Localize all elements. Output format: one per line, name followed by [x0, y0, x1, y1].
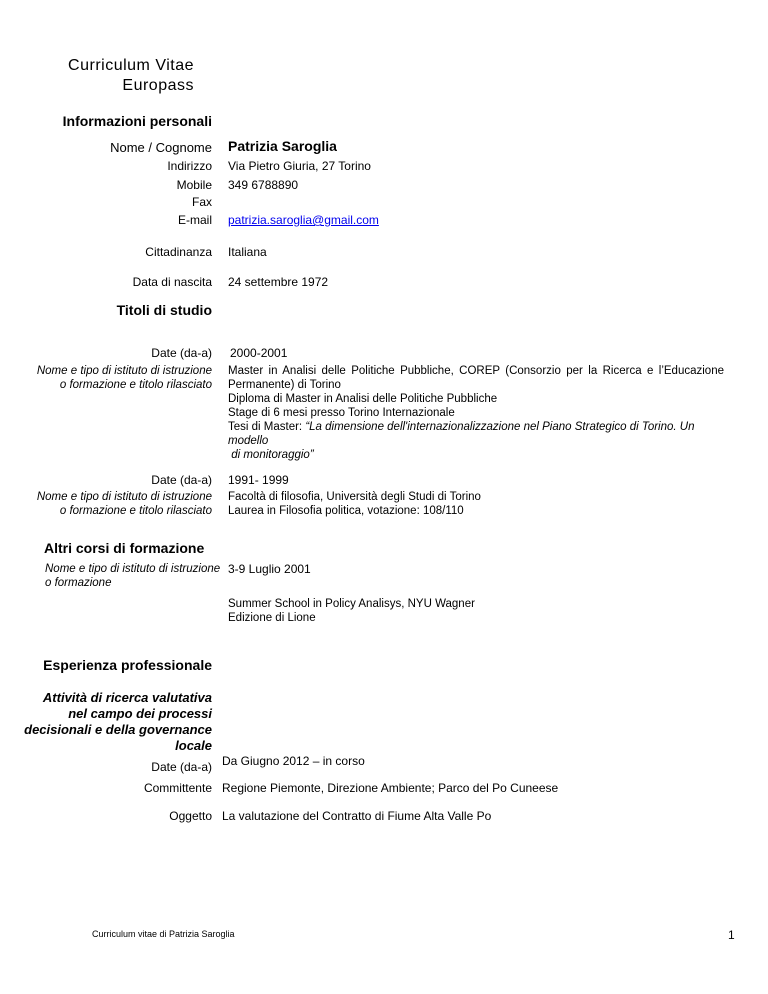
edu1-institution-label-line1: Nome e tipo di istituto di istruzione [36, 365, 212, 377]
cv-title [40, 56, 194, 96]
edu1-line3: Diploma di Master in Analisi delle Politiche Pubbliche [228, 393, 498, 405]
address-label: Indirizzo [167, 159, 212, 173]
experience-date: Da Giugno 2012 – in corso [222, 754, 365, 768]
edu1-thesis-prefix: Tesi di Master: [228, 421, 306, 433]
client-label: Committente [143, 781, 212, 795]
section-heading-courses: Altri corsi di formazione [44, 540, 205, 556]
edu1-line1: Master in Analisi delle Politiche Pubbliche, COREP (Consorzio per la Ricerca e l’Educazione [228, 365, 724, 377]
email-label: E-mail [177, 213, 212, 227]
object-value: La valutazione del Contratto di Fiume Alta Valle Po [222, 809, 492, 823]
cv-title-line2: Europass [122, 77, 194, 94]
address-value: Via Pietro Giuria, 27 Torino [228, 159, 371, 173]
edu2-line1: Facoltà di filosofia, Università degli Studi di Torino [228, 491, 481, 503]
edu1-date-label: Date (da-a) [151, 346, 212, 360]
experience-area-line3: decisionali e della governance [24, 722, 212, 737]
edu1-details [228, 364, 724, 462]
courses-details [228, 597, 724, 625]
courses-date: 3-9 Luglio 2001 [228, 562, 311, 576]
edu2-details [228, 490, 724, 518]
edu2-institution-label-line2: o formazione e titolo rilasciato [59, 505, 212, 517]
section-heading-education: Titoli di studio [116, 302, 212, 318]
object-label: Oggetto [169, 809, 212, 823]
courses-line2: Edizione di Lione [228, 612, 316, 624]
section-heading-personal: Informazioni personali [62, 113, 212, 129]
birth-value: 24 settembre 1972 [228, 275, 329, 289]
page-number: 1 [728, 928, 735, 942]
edu2-date-label: Date (da-a) [151, 473, 212, 487]
client-value: Regione Piemonte, Direzione Ambiente; Parco del Po Cuneese [222, 781, 559, 795]
experience-area-label [24, 690, 212, 754]
edu2-date: 1991- 1999 [228, 473, 289, 487]
courses-line1: Summer School in Policy Analisys, NYU Wagner [228, 598, 475, 610]
edu1-line2: Permanente) di Torino [228, 379, 341, 391]
full-name: Patrizia Saroglia [228, 138, 337, 154]
edu2-line2: Laurea in Filosofia politica, votazione: 108/110 [228, 505, 464, 517]
experience-area-line1: Attività di ricerca valutativa [42, 690, 212, 705]
email-link[interactable]: patrizia.saroglia@gmail.com [228, 213, 379, 227]
edu1-thesis-title-1: “La dimensione dell'internazionalizzazione nel Piano Strategico di Torino. Un modello [228, 421, 695, 447]
section-heading-experience: Esperienza professionale [43, 657, 212, 673]
citizenship-value: Italiana [228, 245, 267, 259]
edu1-line4: Stage di 6 mesi presso Torino Internazionale [228, 407, 455, 419]
edu2-institution-label [37, 490, 212, 518]
footer-text: Curriculum vitae di Patrizia Saroglia [92, 929, 235, 939]
name-label: Nome / Cognome [110, 140, 212, 155]
experience-area-line2: nel campo dei processi [68, 706, 212, 721]
experience-date-label: Date (da-a) [151, 760, 212, 774]
experience-area-line4: locale [175, 738, 212, 753]
edu1-institution-label [37, 364, 212, 392]
fax-label: Fax [191, 195, 212, 209]
citizenship-label: Cittadinanza [145, 245, 212, 259]
courses-institution-label-line2: o formazione [45, 577, 112, 589]
edu1-date: 2000-2001 [230, 346, 288, 360]
cv-title-line1: Curriculum Vitae [68, 57, 194, 74]
mobile-label: Mobile [176, 178, 212, 192]
birth-label: Data di nascita [132, 275, 212, 289]
edu1-thesis-2 [228, 448, 724, 462]
mobile-value: 349 6788890 [228, 178, 299, 192]
courses-institution-label [45, 562, 220, 590]
courses-institution-label-line1: Nome e tipo di istituto di istruzione [45, 563, 221, 575]
edu1-thesis [228, 420, 724, 448]
edu1-thesis-title-2: di monitoraggio” [228, 449, 314, 461]
edu2-institution-label-line1: Nome e tipo di istituto di istruzione [36, 491, 212, 503]
edu1-institution-label-line2: o formazione e titolo rilasciato [59, 379, 212, 391]
